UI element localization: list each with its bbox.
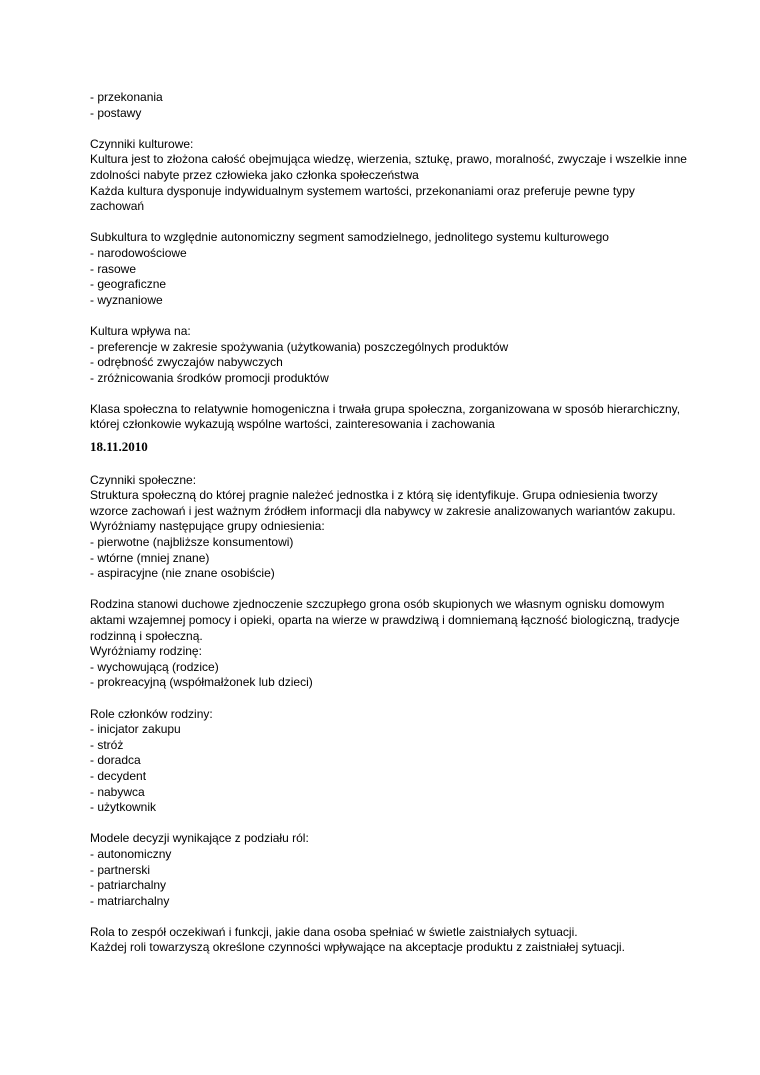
- text-line: aktami wzajemnej pomocy i opieki, oparta na wierze w prawdziwą i domniemaną łączność biologiczną, tradycje: [90, 613, 680, 627]
- list-item: - preferencje w zakresie spożywania (użytkowania) poszczególnych produktów: [90, 339, 509, 354]
- list-item: - narodowościowe: [90, 245, 187, 260]
- text-line: Wyróżniamy następujące grupy odniesienia:: [90, 519, 325, 534]
- text-line: Struktura społeczną do której pragnie należeć jednostka i z którą się identyfikuje. Grupa odniesienia tworzy: [90, 488, 658, 503]
- list-item: - zróżnicowania środków promocji produktów: [90, 370, 329, 385]
- text-line: której członkowie wykazują wspólne wartości, zainteresowania i zachowania: [90, 417, 495, 432]
- list-item: - patriarchalny: [90, 878, 167, 893]
- list-item: - aspiracyjne (nie znane osobiście): [90, 566, 275, 581]
- text-line: Każdej roli towarzyszą określone czynności wpływające na akceptacje produktu z zaistniałej sytuacji.: [90, 940, 625, 955]
- text-line: Każda kultura dysponuje indywidualnym systemem wartości, przekonaniami oraz preferuje pewne typy: [90, 183, 635, 198]
- list-item: - użytkownik: [90, 800, 157, 815]
- section-heading: Czynniki kulturowe:: [90, 136, 194, 151]
- list-item: - decydent: [90, 768, 147, 783]
- list-item: - stróż: [90, 737, 124, 752]
- section-heading: Modele decyzji wynikające z podziału ról:: [90, 831, 309, 846]
- list-item: - odrębność zwyczajów nabywczych: [90, 355, 283, 370]
- list-item: - wychowującą (rodzice): [90, 659, 219, 674]
- list-item: - rasowe: [90, 261, 137, 276]
- list-item: - doradca: [90, 753, 141, 768]
- list-item: - geograficzne: [90, 277, 167, 292]
- text-line: Kultura jest to złożona całość obejmująca wiedzę, wierzenia, sztukę, prawo, moralność, zwyczaje i wszelkie inne: [90, 152, 687, 167]
- list-beliefs-attitudes: [90, 90, 690, 121]
- list-item: - autonomiczny: [90, 846, 172, 861]
- section-heading: Role członków rodziny:: [90, 706, 213, 721]
- section-role: [90, 925, 690, 956]
- text-line: Wyróżniamy rodzinę:: [90, 644, 202, 659]
- list-item: - pierwotne (najbliższe konsumentowi): [90, 535, 294, 550]
- list-item: - inicjator zakupu: [90, 722, 181, 737]
- text-line: Subkultura to względnie autonomiczny segment samodzielnego, jednolitego systemu kulturowego: [90, 230, 609, 245]
- text-line: - przekonania: [90, 90, 163, 104]
- list-item: - partnerski: [90, 862, 151, 877]
- section-decision-models: [90, 831, 690, 909]
- section-cultural-factors: [90, 137, 690, 215]
- section-social-factors: [90, 473, 690, 582]
- section-family: [90, 597, 690, 691]
- text-line: Rola to zespół oczekiwań i funkcji, jakie dana osoba spełniać w świetle zaistniałych sytuacji.: [90, 924, 578, 939]
- list-item: - wtórne (mniej znane): [90, 550, 210, 565]
- text-line: - postawy: [90, 105, 142, 120]
- text-line: zdolności nabyte przez człowieka jako członka społeczeństwa: [90, 167, 419, 182]
- section-heading: Kultura wpływa na:: [90, 323, 191, 338]
- text-line: wzorce zachowań i jest ważnym źródłem informacji dla nabywcy w zakresie analizowanych wariantów zakupu.: [90, 503, 676, 518]
- list-item: - prokreacyjną (współmałżonek lub dzieci): [90, 675, 313, 690]
- document-page: [90, 90, 690, 956]
- section-culture-influence: [90, 324, 690, 386]
- text-line: Klasa społeczna to relatywnie homogeniczna i trwała grupa społeczna, zorganizowana w sposób hierarchiczny,: [90, 401, 681, 416]
- text-line: Rodzina stanowi duchowe zjednoczenie szczupłego grona osób skupionych we własnym ognisku domowym: [90, 597, 665, 612]
- section-subculture: [90, 230, 690, 308]
- text-line: rodzinną i społeczną.: [90, 628, 203, 643]
- date-heading: 18.11.2010: [90, 439, 148, 455]
- text-line: zachowań: [90, 199, 145, 214]
- list-item: - nabywca: [90, 784, 145, 799]
- section-heading: Czynniki społeczne:: [90, 472, 197, 487]
- section-social-class: [90, 402, 690, 433]
- list-item: - matriarchalny: [90, 893, 170, 908]
- section-family-roles: [90, 707, 690, 816]
- list-item: - wyznaniowe: [90, 292, 163, 307]
